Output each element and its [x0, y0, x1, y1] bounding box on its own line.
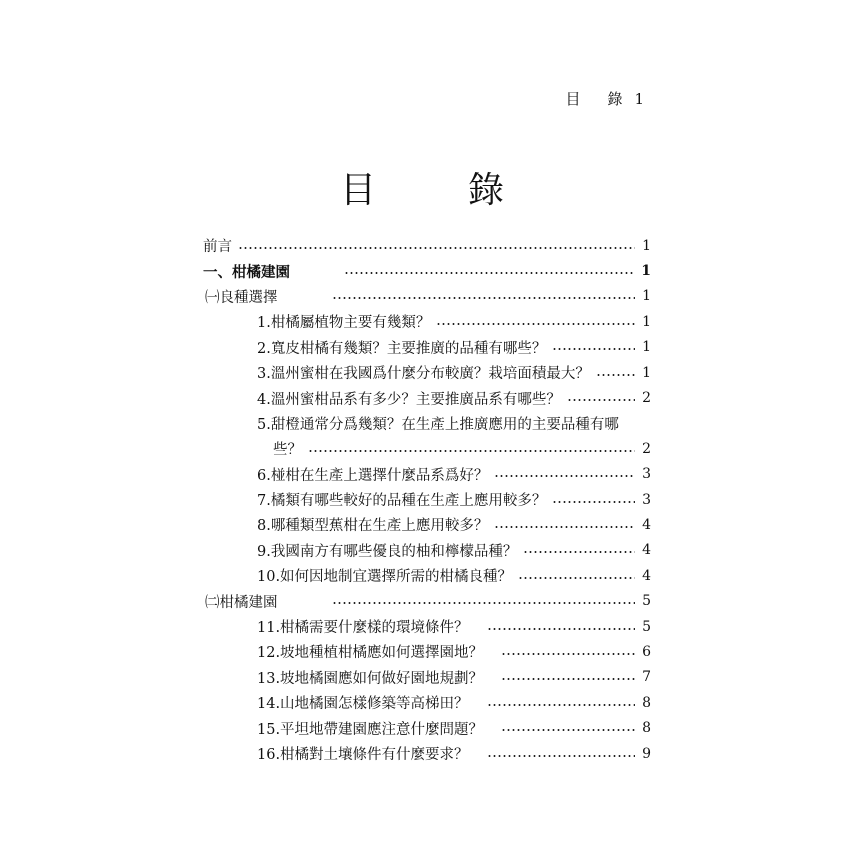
- dot-leader: [332, 602, 636, 604]
- toc-entry-page: 8: [642, 694, 651, 711]
- toc-entry-label: 1.柑橘屬植物主要有幾類？: [257, 315, 431, 332]
- toc-entry-label: 15.平坦地帶建園應注意什麼問題？: [257, 721, 484, 738]
- running-head-title: 目 錄: [565, 90, 629, 108]
- toc-entry-q12[interactable]: [203, 639, 651, 664]
- dot-leader: [487, 755, 635, 757]
- toc-entry-label: 4.溫州蜜柑品系有多少？主要推廣品系有哪些？: [257, 391, 561, 408]
- dot-leader: [596, 374, 635, 376]
- toc-entry-preface[interactable]: [203, 233, 651, 258]
- toc-entry-q8[interactable]: [203, 512, 651, 537]
- toc-entry-page: 1: [642, 288, 651, 305]
- toc-entry-label: 2.寬皮柑橘有幾類？主要推廣的品種有哪些？: [257, 340, 547, 357]
- toc-entry-q3[interactable]: [203, 360, 651, 385]
- toc-entry-page: 1: [642, 313, 651, 330]
- toc-entry-q10[interactable]: [203, 563, 651, 588]
- toc-entry-page: 4: [642, 567, 651, 584]
- toc-entry-page: 3: [642, 491, 651, 508]
- toc-entry-page: 8: [642, 720, 651, 737]
- toc-entry-label: 3.溫州蜜柑在我國爲什麼分布較廣？栽培面積最大？: [257, 366, 590, 383]
- toc-entry-label: 7.橘類有哪些較好的品種在生產上應用較多？: [257, 493, 547, 510]
- dot-leader: [487, 628, 635, 630]
- toc-entry-page: 4: [642, 542, 651, 559]
- dot-leader: [523, 551, 635, 553]
- toc-entry-label: 5.甜橙通常分爲幾類？在生產上推廣應用的主要品種有哪: [257, 416, 619, 433]
- toc-entry-label: 16.柑橘對土壤條件有什麼要求？: [257, 747, 469, 763]
- dot-leader: [552, 348, 635, 350]
- toc-entry-q5-continuation[interactable]: [203, 436, 651, 461]
- toc-entry-label: 12.坡地種植柑橘應如何選擇園地？: [257, 645, 484, 662]
- toc-entry-page: 5: [642, 593, 651, 610]
- toc-section-2[interactable]: [203, 588, 651, 613]
- toc-entry-page: 1: [642, 339, 651, 356]
- toc-entry-q14[interactable]: [203, 690, 651, 715]
- toc-entry-q9[interactable]: [203, 538, 651, 563]
- dot-leader: [501, 653, 635, 655]
- toc-entry-label: 前言: [203, 239, 232, 256]
- toc-entry-page: 1: [642, 237, 651, 254]
- toc-entry-label: ㈡柑橘建園: [205, 594, 278, 611]
- dot-leader: [494, 475, 635, 477]
- toc-entry-q6[interactable]: [203, 462, 651, 487]
- toc-entry-q1[interactable]: [203, 309, 651, 334]
- dot-leader: [487, 704, 635, 706]
- dot-leader: [501, 729, 635, 731]
- dot-leader: [552, 501, 635, 503]
- dot-leader: [494, 526, 635, 528]
- toc-chapter-1[interactable]: [203, 258, 651, 283]
- dot-leader: [518, 577, 635, 579]
- toc-entry-page: 5: [642, 618, 651, 635]
- toc-entry-label: 13.坡地橘園應如何做好園地規劃？: [257, 670, 484, 687]
- toc-entry-label: 10.如何因地制宜選擇所需的柑橘良種？: [257, 569, 513, 586]
- dot-leader: [501, 678, 635, 680]
- toc-entry-q7[interactable]: [203, 487, 651, 512]
- toc-entry-label-continuation: 些？: [273, 442, 302, 459]
- page-title: 目 錄: [339, 170, 532, 211]
- toc-entry-q13[interactable]: [203, 665, 651, 690]
- toc-entry-page: 9: [642, 745, 651, 762]
- dot-leader: [238, 247, 635, 249]
- toc-entry-q2[interactable]: [203, 335, 651, 360]
- toc-entry-q11[interactable]: [203, 614, 651, 639]
- toc-entry-page: 2: [642, 440, 651, 457]
- toc-entry-page: 2: [642, 390, 651, 407]
- dot-leader: [436, 323, 635, 325]
- toc-entry-label: 6.椪柑在生產上選擇什麼品系爲好？: [257, 467, 489, 484]
- toc-entry-label: 一、柑橘建園: [203, 263, 290, 281]
- toc-entry-label: ㈠良種選擇: [205, 289, 278, 306]
- toc-entry-label: 8.哪種類型蕉柑在生產上應用較多？: [257, 518, 489, 535]
- dot-leader: [567, 399, 635, 401]
- dot-leader: [308, 450, 635, 452]
- toc-entry-page: 6: [642, 643, 651, 660]
- toc-entry-q4[interactable]: [203, 385, 651, 410]
- toc-section-1[interactable]: [203, 284, 651, 309]
- toc-entry-q15[interactable]: [203, 715, 651, 740]
- running-head: [565, 88, 644, 109]
- toc-entry-q5[interactable]: [203, 411, 651, 436]
- table-of-contents: [203, 233, 651, 766]
- toc-entry-page: 1: [641, 263, 651, 280]
- toc-entry-label: 11.柑橘需要什麼樣的環境條件？: [257, 620, 469, 637]
- toc-entry-page: 3: [642, 466, 651, 483]
- toc-entry-page: 7: [642, 669, 651, 686]
- running-head-page-number: 1: [634, 90, 644, 108]
- toc-entry-label: 14.山地橘園怎樣修築等高梯田？: [257, 696, 469, 713]
- dot-leader: [344, 272, 635, 274]
- toc-entry-page: 4: [642, 516, 651, 533]
- toc-entry-label: 9.我國南方有哪些優良的柚和檸檬品種？: [257, 543, 518, 560]
- dot-leader: [332, 297, 636, 299]
- toc-entry-q16[interactable]: [203, 741, 651, 766]
- toc-entry-page: 1: [642, 364, 651, 381]
